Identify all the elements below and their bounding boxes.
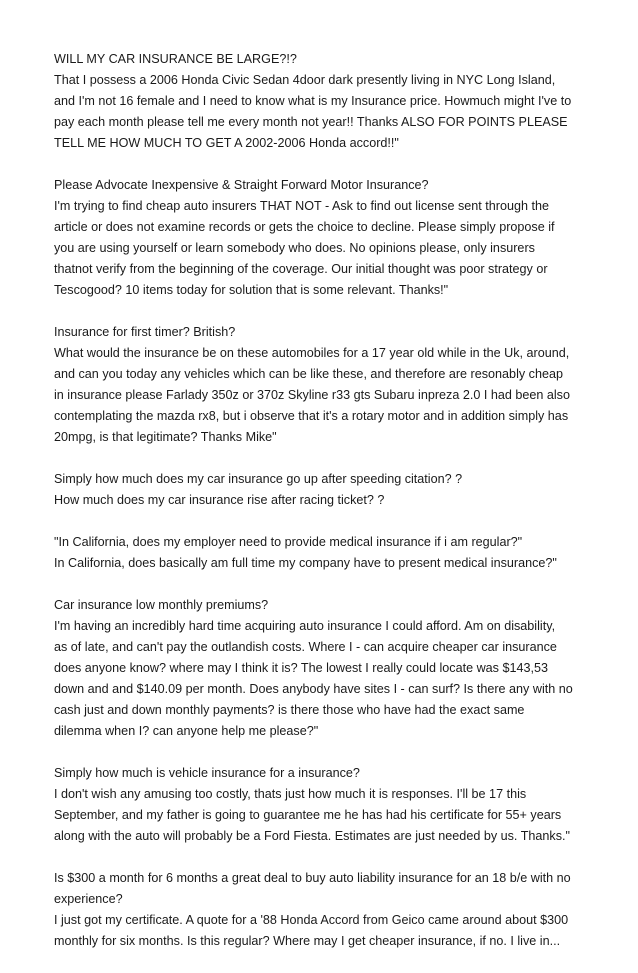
question-body: What would the insurance be on these automobiles for a 17 year old while in the Uk, around, and can you today any vehicles which can be like these, and therefore are resonably cheap in insurance please Farlady 350z or 370z Skyline r33 gts Subaru inpreza 2.0 I had been also contemplating the mazda rx8, but i observe that it's a rotary motor and in addition simply has 20mpg, is that legitimate? Thanks Mike" bbox=[54, 346, 570, 444]
question-title: Is $300 a month for 6 months a great deal to buy auto liability insurance for an 18 b/e with no experience? bbox=[54, 871, 571, 906]
qa-entry bbox=[54, 532, 590, 574]
document-page bbox=[54, 0, 590, 973]
question-body: I'm having an incredibly hard time acquiring auto insurance I could afford. Am on disability, as of late, and can't pay the outlandish costs. Where I - can acquire cheaper car insurance does anyone know? where may I think it is? The lowest I really could locate was $143,53 down and and $140.09 per month. Does anybody have sites I - can surf? Is there any with no cash just and down monthly payments? is there those who have had the exact same dilemma when I? can anyone help me please?" bbox=[54, 619, 573, 738]
question-body: How much does my car insurance rise after racing ticket? ? bbox=[54, 493, 385, 507]
question-title: Simply how much is vehicle insurance for a insurance? bbox=[54, 766, 360, 780]
question-title: Please Advocate Inexpensive & Straight Forward Motor Insurance? bbox=[54, 178, 429, 192]
question-body: In California, does basically am full time my company have to present medical insurance?" bbox=[54, 556, 557, 570]
question-title: Simply how much does my car insurance go up after speeding citation? ? bbox=[54, 472, 463, 486]
qa-entry bbox=[54, 469, 590, 511]
qa-entry bbox=[54, 49, 590, 154]
question-title: WILL MY CAR INSURANCE BE LARGE?!? bbox=[54, 52, 297, 66]
question-body: I don't wish any amusing too costly, thats just how much it is responses. I'll be 17 this September, and my father is going to guarantee me he has had his certificate for 55+ years along with the auto will probably be a Ford Fiesta. Estimates are just needed by us. Thanks." bbox=[54, 787, 570, 843]
question-body: I'm trying to find cheap auto insurers THAT NOT - Ask to find out license sent through the article or does not examine records or gets the choice to decline. Please simply propose if you are using yourself or learn somebody who does. No opinions please, only insurers thatnot verify from the beginning of the coverage. Our initial thought was poor strategy or Tescogood? 10 items today for solution that is some relevant. Thanks!" bbox=[54, 199, 555, 297]
question-title: Car insurance low monthly premiums? bbox=[54, 598, 269, 612]
qa-entry bbox=[54, 763, 590, 847]
qa-entry bbox=[54, 595, 590, 742]
qa-entry bbox=[54, 868, 590, 952]
qa-entry bbox=[54, 322, 590, 448]
question-body: I just got my certificate. A quote for a '88 Honda Accord from Geico came around about $300 monthly for six months. Is this regular? Where may I get cheaper insurance, if no. I live in... bbox=[54, 913, 569, 948]
question-title: Insurance for first timer? British? bbox=[54, 325, 236, 339]
question-title: "In California, does my employer need to provide medical insurance if i am regular?" bbox=[54, 535, 523, 549]
qa-entry bbox=[54, 175, 590, 301]
question-body: That I possess a 2006 Honda Civic Sedan 4door dark presently living in NYC Long Island, and I'm not 16 female and I need to know what is my Insurance price. Howmuch might I've to pay each month please tell me every month not year!! Thanks ALSO FOR POINTS PLEASE TELL ME HOW MUCH TO GET A 2002-2006 Honda accord!!" bbox=[54, 73, 572, 150]
